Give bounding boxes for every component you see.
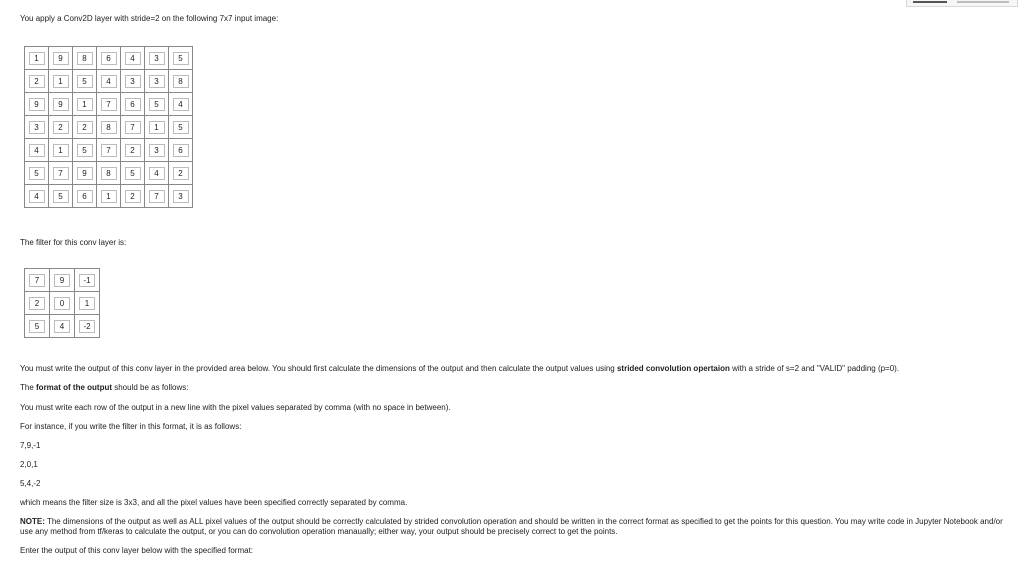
input-cell	[25, 93, 49, 116]
input-cell-value: 7	[53, 167, 69, 180]
input-cell	[121, 70, 145, 93]
input-cell-value: 1	[149, 121, 165, 134]
input-cell-value: 2	[173, 167, 189, 180]
filter-cell	[25, 315, 50, 338]
filter-cell-value: 1	[79, 297, 95, 310]
filter-row	[25, 292, 100, 315]
input-cell-value: 5	[53, 190, 69, 203]
input-cell-value: 4	[101, 75, 117, 88]
input-cell	[97, 116, 121, 139]
input-cell	[25, 47, 49, 70]
input-cell-value: 2	[125, 190, 141, 203]
question-intro: You apply a Conv2D layer with stride=2 on the following 7x7 input image:	[20, 14, 279, 23]
instruction-paragraph-4: For instance, if you write the filter in this format, it is as follows:	[20, 422, 242, 431]
input-cell	[25, 116, 49, 139]
final-instruction: Enter the output of this conv layer below with the specified format:	[20, 546, 254, 555]
input-cell	[73, 139, 97, 162]
input-cell	[169, 47, 193, 70]
filter-cell-value: 2	[29, 297, 45, 310]
filter-cell-value: 7	[29, 274, 45, 287]
input-cell	[121, 116, 145, 139]
instruction-1-text: You must write the output of this conv layer in the provided area below. You should first calculate the dimensions of the output and then calculate the output values using	[20, 364, 617, 373]
input-cell	[169, 185, 193, 208]
points-label-fragment	[913, 1, 947, 3]
instruction-paragraph-3: You must write each row of the output in a new line with the pixel values separated by comma (with no space in between).	[20, 403, 451, 412]
input-cell	[49, 93, 73, 116]
note-text: The dimensions of the output as well as ALL pixel values of the output should be correctly calculated by strided convolution operation and should be written in the correct format as specified to get the points for this question. You may write code in Jupyter Notebook and/or use any method from tf/keras to calculate the output, or you can do convolution operation manaually; either way, your output should be precisely correct to get the points.	[20, 517, 1003, 536]
input-cell-value: 5	[173, 121, 189, 134]
filter-cell	[50, 292, 75, 315]
input-cell-value: 7	[149, 190, 165, 203]
input-image-grid	[24, 46, 193, 208]
input-cell-value: 3	[149, 75, 165, 88]
filter-row	[25, 269, 100, 292]
input-row	[25, 47, 193, 70]
input-cell	[49, 47, 73, 70]
example-line-1: 7,9,-1	[20, 441, 41, 450]
filter-cell-value: 0	[54, 297, 70, 310]
input-cell-value: 3	[173, 190, 189, 203]
input-cell	[169, 139, 193, 162]
input-cell	[25, 139, 49, 162]
instruction-paragraph-5: which means the filter size is 3x3, and all the pixel values have been specified correctly separated by comma.	[20, 498, 408, 507]
input-cell	[145, 162, 169, 185]
input-cell	[145, 47, 169, 70]
filter-cell	[50, 269, 75, 292]
input-row	[25, 116, 193, 139]
input-cell	[145, 116, 169, 139]
input-cell	[49, 139, 73, 162]
input-cell	[169, 162, 193, 185]
input-row	[25, 162, 193, 185]
input-cell-value: 4	[29, 190, 45, 203]
input-cell-value: 1	[101, 190, 117, 203]
input-cell	[121, 139, 145, 162]
input-cell-value: 6	[173, 144, 189, 157]
input-cell	[49, 185, 73, 208]
filter-cell-value: 5	[29, 320, 45, 333]
instruction-2-bold: format of the output	[36, 383, 112, 392]
input-cell	[145, 185, 169, 208]
filter-grid	[24, 268, 100, 338]
input-cell-value: 2	[53, 121, 69, 134]
input-cell-value: 5	[173, 52, 189, 65]
input-cell-value: 7	[125, 121, 141, 134]
input-cell-value: 3	[29, 121, 45, 134]
filter-row	[25, 315, 100, 338]
filter-cell-value: 4	[54, 320, 70, 333]
input-cell	[145, 70, 169, 93]
input-cell-value: 4	[173, 98, 189, 111]
input-cell	[49, 70, 73, 93]
instruction-paragraph-1	[20, 364, 899, 374]
input-cell-value: 7	[101, 98, 117, 111]
filter-cell	[25, 269, 50, 292]
input-cell-value: 1	[53, 75, 69, 88]
input-cell-value: 3	[149, 52, 165, 65]
score-label-fragment	[957, 1, 1009, 3]
points-header-chip	[906, 0, 1018, 7]
input-cell	[25, 162, 49, 185]
filter-cell	[75, 292, 100, 315]
filter-cell-value: 9	[54, 274, 70, 287]
input-cell	[49, 116, 73, 139]
input-cell-value: 5	[29, 167, 45, 180]
filter-cell	[25, 292, 50, 315]
input-cell	[145, 93, 169, 116]
input-cell	[121, 185, 145, 208]
input-cell-value: 5	[77, 144, 93, 157]
input-cell	[73, 116, 97, 139]
input-cell	[49, 162, 73, 185]
input-cell	[121, 47, 145, 70]
input-cell	[73, 70, 97, 93]
input-cell-value: 1	[77, 98, 93, 111]
input-cell	[97, 93, 121, 116]
instruction-1-tail: with a stride of s=2 and "VALID" padding (p=0).	[729, 364, 900, 373]
example-line-2: 2,0,1	[20, 460, 38, 469]
input-cell-value: 9	[53, 52, 69, 65]
input-cell-value: 9	[77, 167, 93, 180]
filter-cell-value: -2	[79, 320, 95, 333]
input-cell	[121, 93, 145, 116]
input-cell	[97, 139, 121, 162]
input-cell-value: 8	[101, 121, 117, 134]
instruction-paragraph-2	[20, 383, 189, 393]
input-cell	[145, 139, 169, 162]
note-paragraph	[20, 517, 1004, 537]
input-cell	[97, 185, 121, 208]
input-cell	[25, 185, 49, 208]
input-cell	[25, 70, 49, 93]
input-cell	[169, 70, 193, 93]
input-cell	[169, 93, 193, 116]
input-cell-value: 3	[125, 75, 141, 88]
input-cell-value: 2	[77, 121, 93, 134]
input-cell-value: 8	[173, 75, 189, 88]
filter-cell	[75, 269, 100, 292]
input-cell-value: 9	[29, 98, 45, 111]
input-cell	[73, 185, 97, 208]
input-cell-value: 4	[29, 144, 45, 157]
example-line-3: 5,4,-2	[20, 479, 41, 488]
input-cell-value: 6	[101, 52, 117, 65]
input-cell	[73, 47, 97, 70]
input-row	[25, 70, 193, 93]
filter-cell-value: -1	[79, 274, 95, 287]
instruction-2-text: The	[20, 383, 37, 392]
input-cell	[73, 162, 97, 185]
input-cell	[97, 162, 121, 185]
input-cell	[169, 116, 193, 139]
note-label: NOTE:	[20, 517, 45, 526]
input-cell-value: 4	[149, 167, 165, 180]
input-cell-value: 1	[53, 144, 69, 157]
input-cell-value: 8	[77, 52, 93, 65]
input-cell-value: 1	[29, 52, 45, 65]
input-row	[25, 139, 193, 162]
instruction-1-bold: strided convolution opertaion	[616, 364, 730, 373]
input-cell-value: 5	[149, 98, 165, 111]
input-cell-value: 6	[77, 190, 93, 203]
input-row	[25, 185, 193, 208]
input-cell-value: 5	[77, 75, 93, 88]
filter-cell	[50, 315, 75, 338]
input-cell	[121, 162, 145, 185]
input-cell	[97, 70, 121, 93]
input-cell-value: 3	[149, 144, 165, 157]
input-cell-value: 8	[101, 167, 117, 180]
input-cell-value: 4	[125, 52, 141, 65]
instruction-2-tail: should be as follows:	[112, 383, 189, 392]
input-cell-value: 5	[125, 167, 141, 180]
input-cell-value: 7	[101, 144, 117, 157]
filter-cell	[75, 315, 100, 338]
filter-intro: The filter for this conv layer is:	[20, 238, 127, 247]
input-cell-value: 9	[53, 98, 69, 111]
input-cell-value: 2	[125, 144, 141, 157]
input-cell-value: 2	[29, 75, 45, 88]
input-cell-value: 6	[125, 98, 141, 111]
input-row	[25, 93, 193, 116]
input-cell	[97, 47, 121, 70]
input-cell	[73, 93, 97, 116]
